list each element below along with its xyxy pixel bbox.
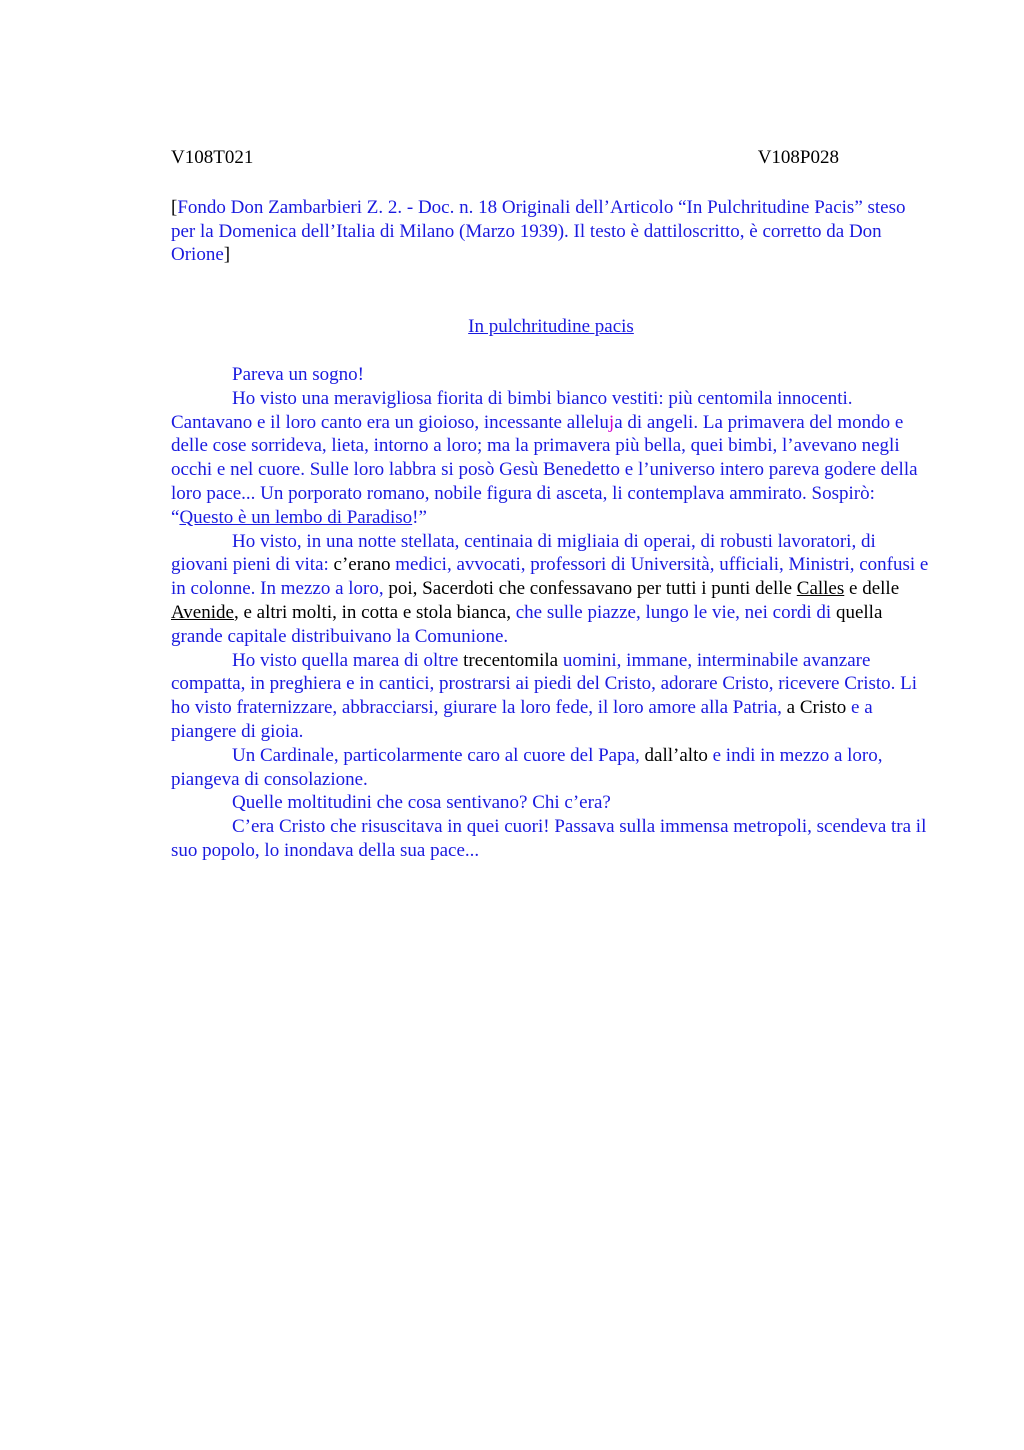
p2-correction: j xyxy=(608,411,615,433)
p5-text-a: Un Cardinale, particolarmente caro al cuore del Papa, xyxy=(232,744,640,766)
document-page xyxy=(171,146,931,863)
p4-text-d: a Cristo xyxy=(781,697,847,719)
document-header xyxy=(171,146,839,170)
paragraph-3 xyxy=(171,530,931,649)
p2-quote: Questo è un lembo di Paradiso xyxy=(179,506,413,528)
p4-text-e: e a piangere di gioia. xyxy=(171,697,873,742)
note-open-bracket: [ xyxy=(171,196,178,218)
page-code: V108P028 xyxy=(757,147,839,168)
article-title-text: In pulchritudine pacis xyxy=(468,316,634,338)
p3-text-f: e delle xyxy=(844,578,900,600)
p3-avenide: Avenide xyxy=(171,601,234,623)
note-text: Fondo Don Zambarbieri Z. 2. - Doc. n. 18 Originali dell’Articolo “In Pulchritudine Pacis” steso per la Domenica dell’Italia di Milano (Marzo 1939). Il testo è dattiloscritto, è corretto da Don Orione xyxy=(171,196,906,266)
p3-text-a: Ho visto, in una notte stellata, centinaia di migliaia di operai, di robusti lavoratori, di giovani pieni di vita: xyxy=(171,530,876,576)
p3-text-b: c’erano xyxy=(328,554,396,576)
p4-text-a: Ho visto quella marea di oltre xyxy=(232,649,459,671)
p2-text-a: Ho visto una meravigliosa fiorita di bimbi bianco vestiti: più centomila innocenti. Cantavano e il loro canto era un gioioso, incessante allelu xyxy=(171,387,853,433)
p3-calles: Calles xyxy=(796,578,845,600)
paragraph-6: Quelle moltitudini che cosa sentivano? Chi c’era? xyxy=(232,792,611,814)
p5-text-c: e indi in mezzo a loro, piangeva di consolazione. xyxy=(171,744,883,790)
paragraph-5 xyxy=(171,744,931,792)
p5-text-b: dall’alto xyxy=(639,744,708,766)
p3-text-k: grande capitale distribuivano la Comunione. xyxy=(171,625,509,647)
p2-text-e: !” xyxy=(412,506,427,528)
p3-text-j: quella xyxy=(831,601,883,623)
p4-text-c: uomini, immane, interminabile avanzare compatta, in preghiera e in cantici, prostrarsi ai piedi del Cristo, adorare Cristo, ricevere Cristo. Li ho visto fraternizzare, abbracciarsi, giurare la loro fede, il loro amore alla Patria, xyxy=(171,649,918,719)
paragraph-1: Pareva un sogno! xyxy=(232,363,364,385)
p3-text-d: poi, Sacerdoti che confessavano per tutti i punti delle xyxy=(383,578,797,600)
document-code: V108T021 xyxy=(171,147,254,168)
archival-note xyxy=(171,196,931,267)
p4-text-b: trecentomila xyxy=(458,649,563,671)
article-title xyxy=(171,315,931,339)
p3-text-c: medici, avvocati, professori di Università, ufficiali, Ministri, confusi e in colonne. In mezzo a loro, xyxy=(171,554,929,600)
note-close-bracket: ] xyxy=(223,244,231,266)
paragraph-2 xyxy=(171,387,931,530)
paragraph-7: C’era Cristo che risuscitava in quei cuori! Passava sulla immensa metropoli, scendeva tra il suo popolo, lo inondava della sua pace... xyxy=(171,816,927,861)
p2-text-c: a di angeli. La primavera del mondo e delle cose sorrideva, lieta, intorno a loro; ma la primavera più bella, quei bimbi, l’avevano negli occhi e nel cuore. Sulle loro labbra si posò Gesù Benedetto e l’universo intero pareva godere della loro pace... Un porporato romano, nobile figura di asceta, li contemplava ammirato. Sospirò: “ xyxy=(171,411,918,528)
paragraph-4 xyxy=(171,649,931,744)
p3-text-i: che sulle piazze, lungo le vie, nei cordi di xyxy=(510,601,832,623)
p3-text-h: , e altri molti, in cotta e stola bianca, xyxy=(233,601,511,623)
